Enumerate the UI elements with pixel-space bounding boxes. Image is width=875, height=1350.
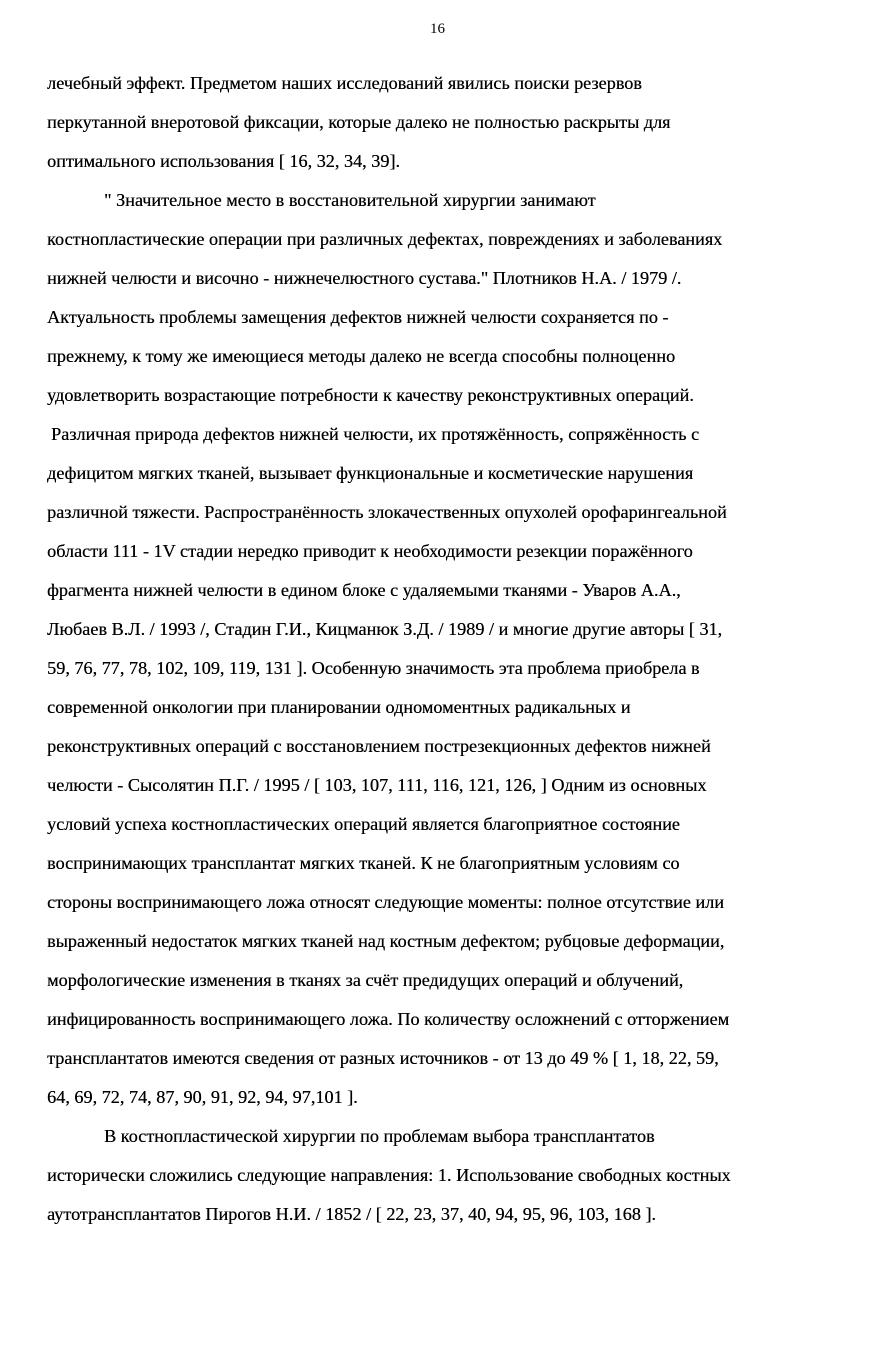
text-line: условий успеха костнопластических операций является благоприятное состояние: [47, 814, 680, 834]
text-line: выраженный недостаток мягких тканей над костным дефектом; рубцовые деформации,: [47, 931, 725, 951]
text-line: перкутанной внеротовой фиксации, которые далеко не полностью раскрыты для: [47, 112, 671, 132]
quote-paragraph-first-line: " Значительное место в восстановительной хирургии занимают: [104, 190, 596, 210]
text-line: Актуальность проблемы замещения дефектов нижней челюсти сохраняется по -: [47, 307, 669, 327]
text-line: Любаев В.Л. / 1993 /, Стадин Г.И., Кицманюк З.Д. / 1989 / и многие другие авторы [ 31,: [47, 619, 723, 639]
text-line: исторически сложились следующие направления: 1. Использование свободных костных: [47, 1165, 731, 1185]
paragraph-first-line: В костнопластической хирургии по проблемам выбора трансплантатов: [104, 1126, 655, 1146]
text-line: нижней челюсти и височно - нижнечелюстного сустава." Плотников Н.А. / 1979 /.: [47, 268, 682, 288]
text-line: трансплантатов имеются сведения от разных источников - от 13 до 49 % [ 1, 18, 22, 59,: [47, 1048, 719, 1068]
text-line: морфологические изменения в тканях за счёт предидущих операций и облучений,: [47, 970, 684, 990]
text-line: области 111 - 1V стадии нередко приводит к необходимости резекции поражённого: [47, 541, 693, 561]
text-line: костнопластические операции при различных дефектах, повреждениях и заболеваниях: [47, 229, 723, 249]
text-line: различной тяжести. Распространённость злокачественных опухолей орофарингеальной: [47, 502, 727, 522]
text-line: 64, 69, 72, 74, 87, 90, 91, 92, 94, 97,101 ].: [47, 1087, 358, 1107]
text-line: удовлетворить возрастающие потребности к качеству реконструктивных операций.: [47, 385, 694, 405]
text-line: дефицитом мягких тканей, вызывает функциональные и косметические нарушения: [47, 463, 694, 483]
text-line: Различная природа дефектов нижней челюсти, их протяжённость, сопряжённость с: [51, 424, 700, 444]
text-line: аутотрансплантатов Пирогов Н.И. / 1852 / [ 22, 23, 37, 40, 94, 95, 96, 103, 168 ].: [47, 1204, 656, 1224]
text-line: реконструктивных операций с восстановлением пострезекционных дефектов нижней: [47, 736, 711, 756]
text-line: челюсти - Сысолятин П.Г. / 1995 / [ 103, 107, 111, 116, 121, 126, ] Одним из основных: [47, 775, 707, 795]
text-line: инфицированность воспринимающего ложа. По количеству осложнений с отторжением: [47, 1009, 730, 1029]
text-line: 59, 76, 77, 78, 102, 109, 119, 131 ]. Особенную значимость эта проблема приобрела в: [47, 658, 700, 678]
text-line: стороны воспринимающего ложа относят следующие моменты: полное отсутствие или: [47, 892, 724, 912]
body-text: [47, 64, 847, 1234]
text-line: современной онкологии при планировании одномоментных радикальных и: [47, 697, 631, 717]
text-line: прежнему, к тому же имеющиеся методы далеко не всегда способны полноценно: [47, 346, 676, 366]
text-line: воспринимающих трансплантат мягких тканей. К не благоприятным условиям со: [47, 853, 680, 873]
page-number: 16: [430, 21, 445, 37]
text-line: лечебный эффект. Предметом наших исследований явились поиски резервов: [47, 73, 642, 93]
text-line: оптимального использования [ 16, 32, 34, 39].: [47, 151, 400, 171]
text-line: фрагмента нижней челюсти в едином блоке с удаляемыми тканями - Уваров А.А.,: [47, 580, 681, 600]
